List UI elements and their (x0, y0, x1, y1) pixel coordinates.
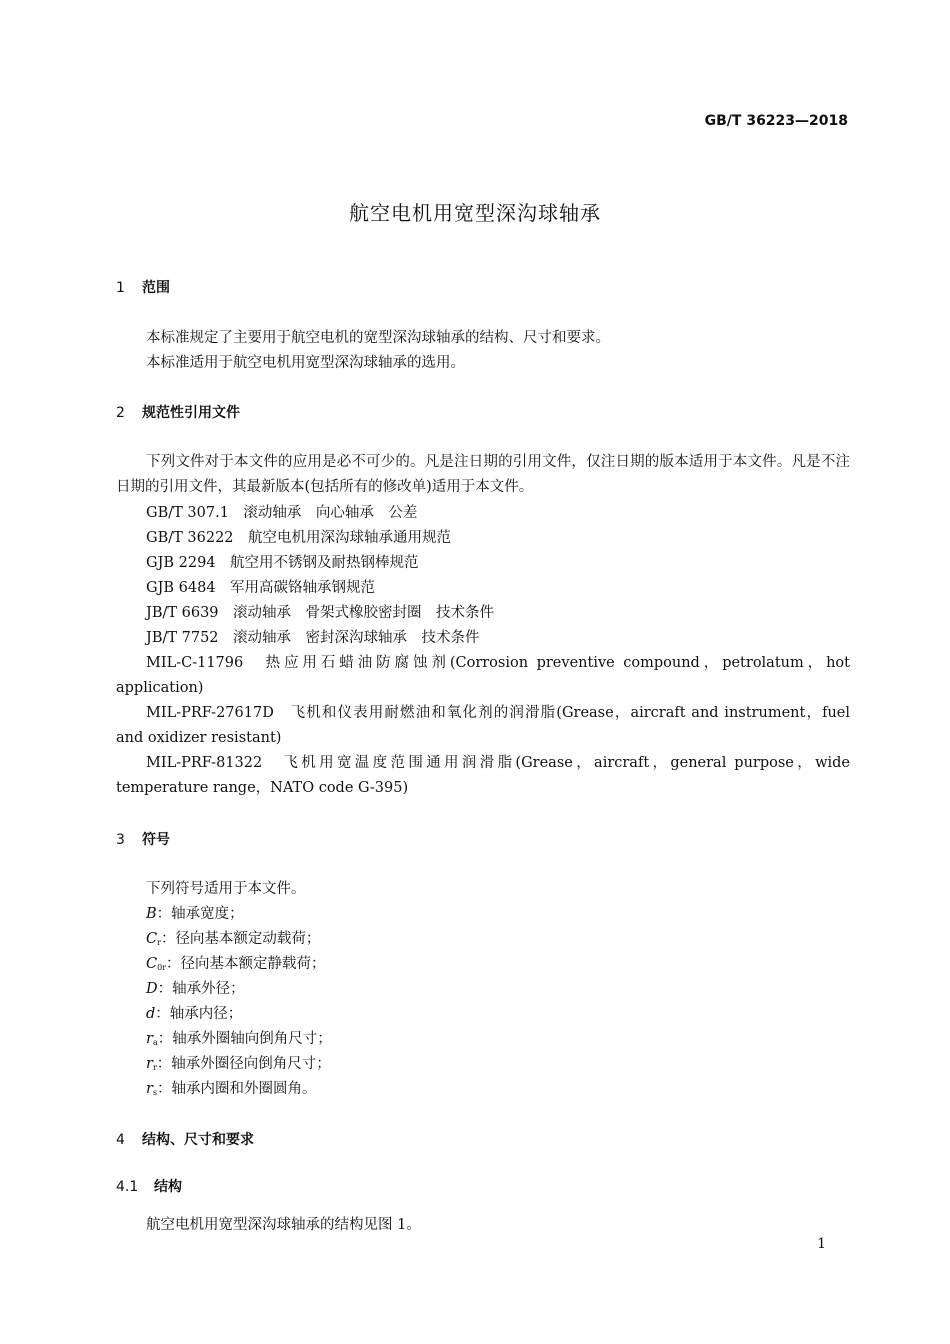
paragraph: 航空电机用宽型深沟球轴承的结构见图 1。 (146, 1217, 421, 1233)
reference-item: GB/T 307.1 滚动轴承 向心轴承 公差 (146, 505, 418, 521)
symbol-item: $r_s$：轴承内圈和外圈圆角。 (146, 1081, 317, 1097)
section-4-heading: 4 结构、尺寸和要求 (116, 1132, 254, 1148)
symbol-item: $C_{0r}$：径向基本额定静载荷； (146, 956, 326, 972)
paragraph: 本标准规定了主要用于航空电机的宽型深沟球轴承的结构、尺寸和要求。 (146, 330, 610, 346)
reference-item: JB/T 6639 滚动轴承 骨架式橡胶密封圈 技术条件 (146, 605, 495, 621)
symbol-item: $r_a$：轴承外圈轴向倒角尺寸； (146, 1031, 332, 1047)
reference-item: GJB 2294 航空用不锈钢及耐热钢棒规范 (146, 555, 419, 571)
reference-item: JB/T 7752 滚动轴承 密封深沟球轴承 技术条件 (146, 630, 480, 646)
standard-code: GB/T 36223—2018 (704, 113, 848, 129)
section-3-heading: 3 符号 (116, 832, 170, 848)
reference-item: MIL-PRF-27617D 飞机和仪表用耐燃油和氧化剂的润滑脂(Grease，aircraft and instrument，fuel and oxidizer resistant) (116, 705, 850, 746)
reference-item: MIL-PRF-81322 飞机用宽温度范围通用润滑脂(Grease，aircraft，general purpose，wide temperature range，NATO code G-395) (116, 755, 850, 796)
document-title: 航空电机用宽型深沟球轴承 (349, 201, 601, 225)
section-1-heading: 1 范围 (116, 280, 170, 296)
paragraph: 下列符号适用于本文件。 (146, 881, 306, 897)
reference-item: GB/T 36222 航空电机用深沟球轴承通用规范 (146, 530, 452, 546)
page-number: 1 (817, 1236, 826, 1252)
symbol-item: D：轴承外径； (146, 981, 245, 997)
reference-item: GJB 6484 军用高碳铬轴承钢规范 (146, 580, 376, 596)
section-4-1-heading: 4.1 结构 (116, 1179, 182, 1195)
symbol-item: B：轴承宽度； (146, 906, 244, 922)
symbol-item: d：轴承内径； (146, 1006, 243, 1022)
symbol-item: $r_r$：轴承外圈径向倒角尺寸； (146, 1056, 331, 1072)
section-2-heading: 2 规范性引用文件 (116, 405, 240, 421)
reference-item: MIL-C-11796 热应用石蜡油防腐蚀剂(Corrosion preventive compound，petrolatum，hot application) (116, 655, 850, 696)
symbol-item: $C_r$：径向基本额定动载荷； (146, 931, 321, 947)
paragraph: 下列文件对于本文件的应用是必不可少的。凡是注日期的引用文件，仅注日期的版本适用于本文件。凡是不注日期的引用文件，其最新版本(包括所有的修改单)适用于本文件。 (116, 454, 850, 495)
paragraph: 本标准适用于航空电机用宽型深沟球轴承的选用。 (146, 355, 465, 371)
